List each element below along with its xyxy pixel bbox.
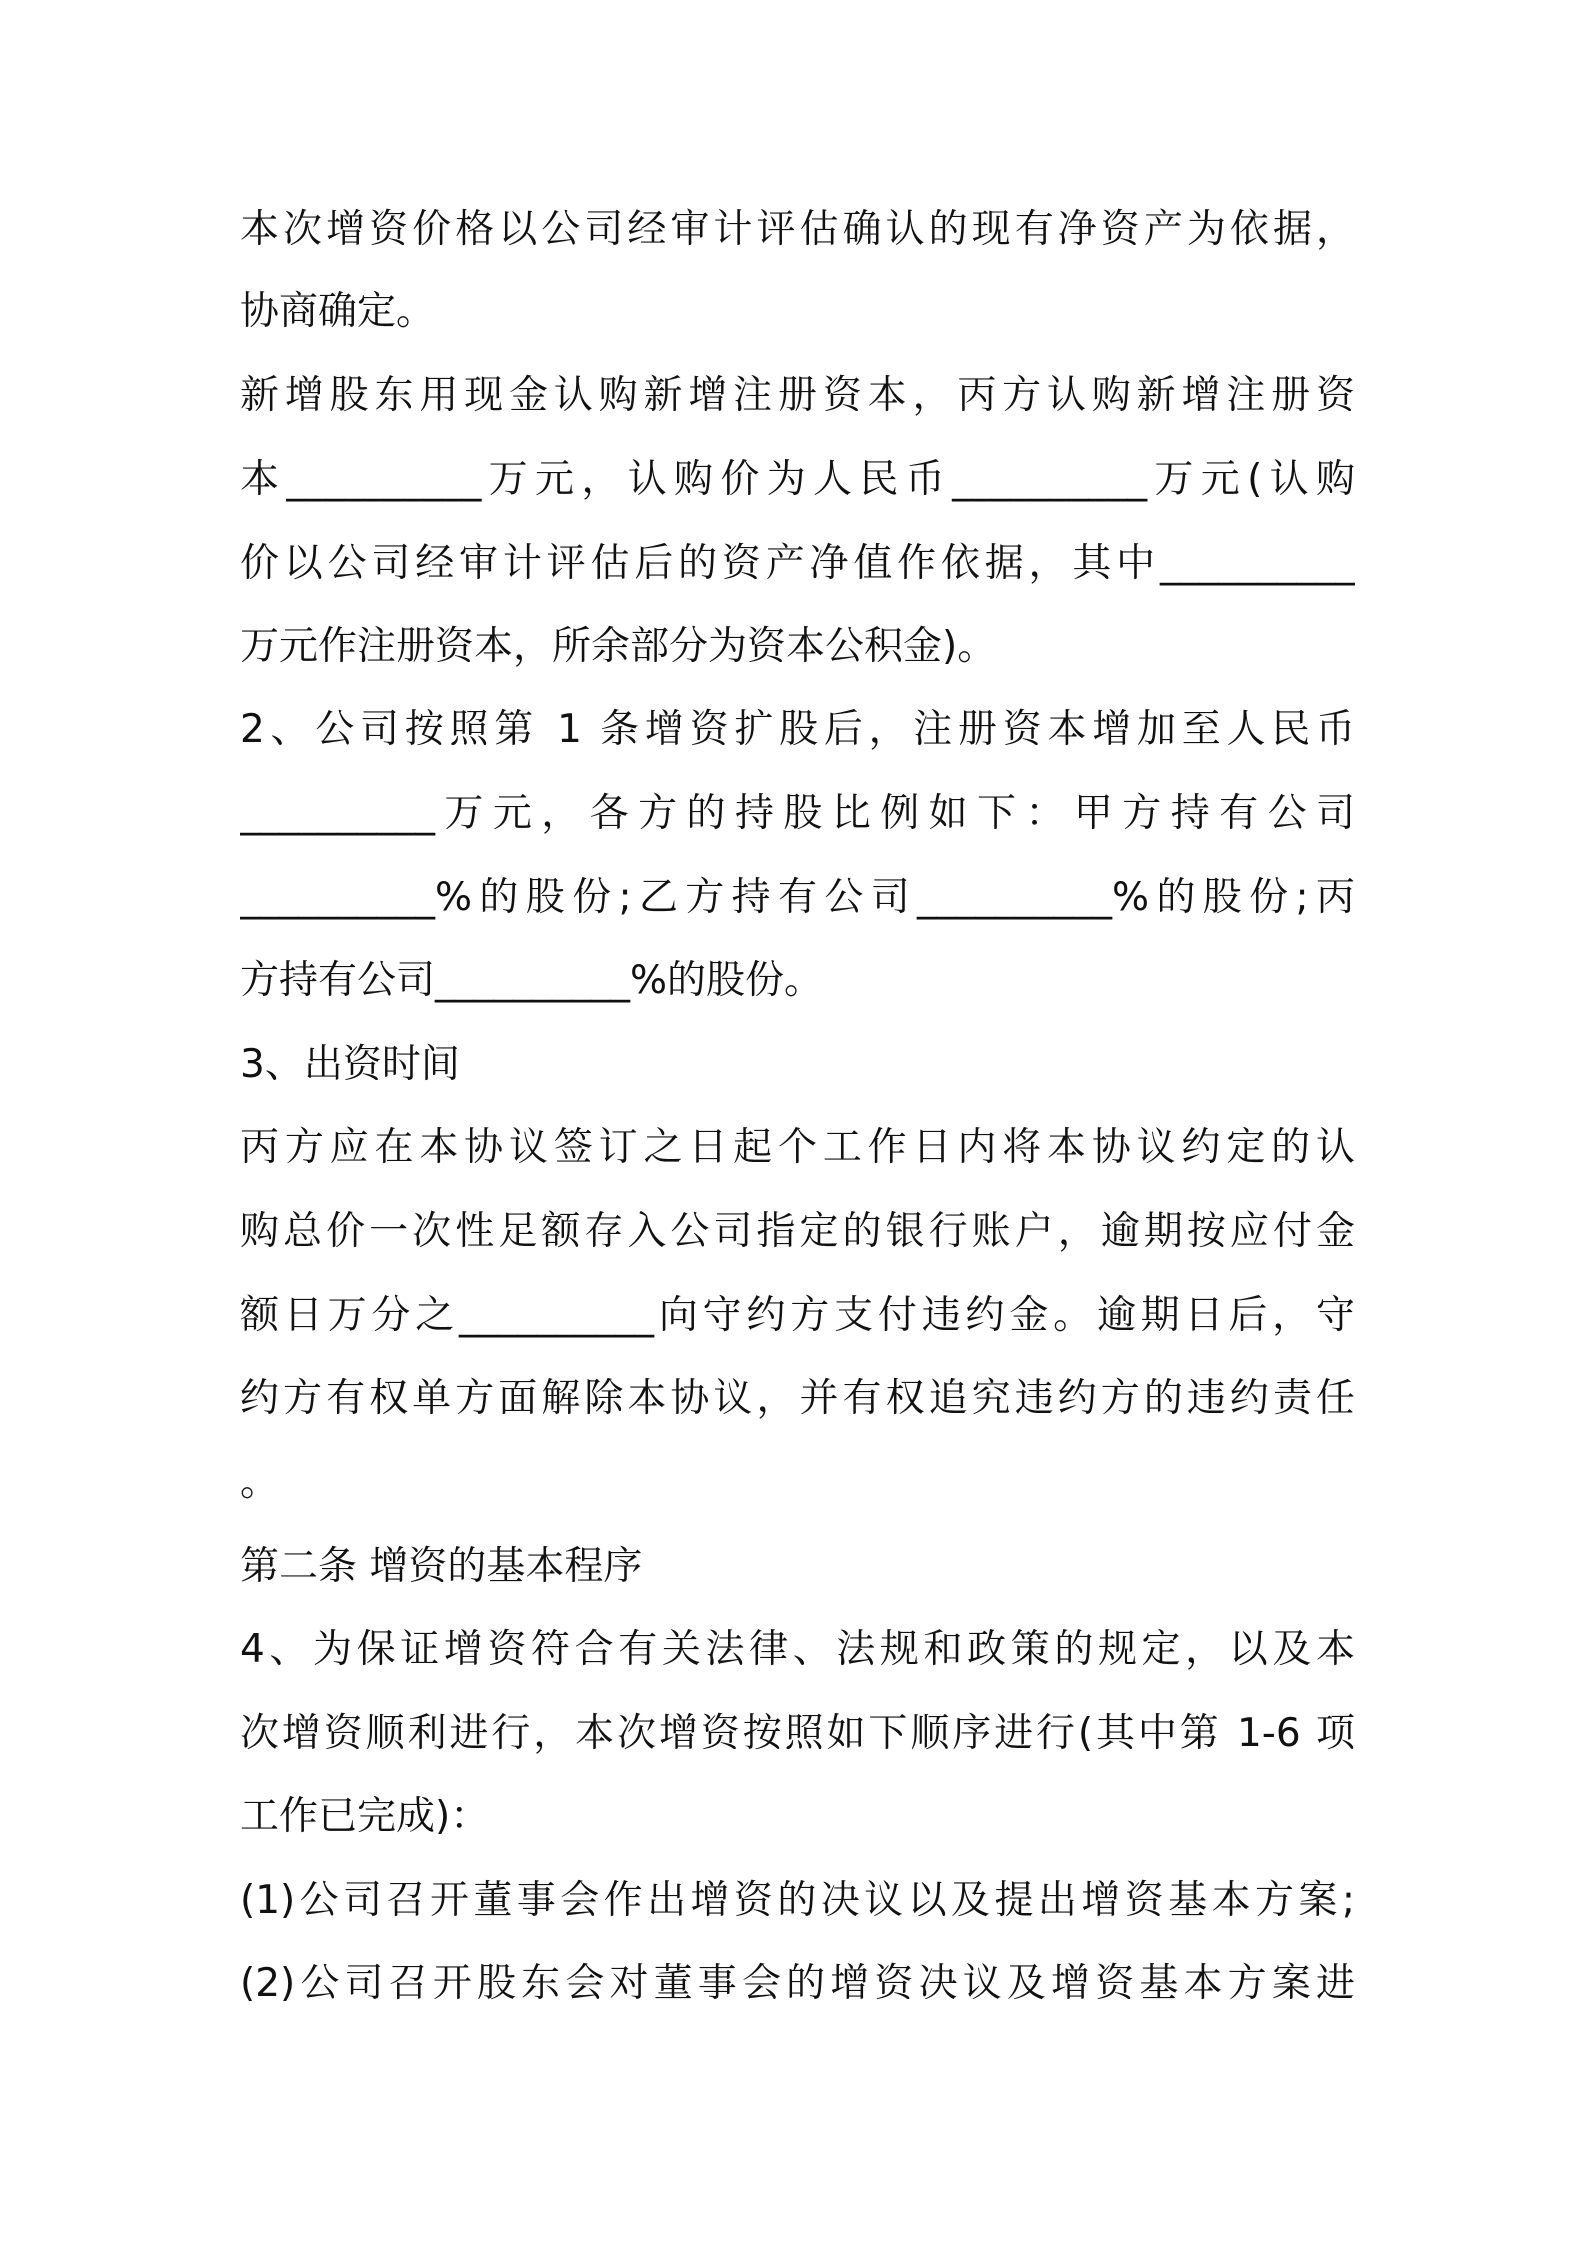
text-line: 额日万分之__________向守约方支付违约金。逾期日后，守	[240, 1293, 1355, 1338]
text-line: 万元作注册资本，所余部分为资本公积金)。	[240, 624, 997, 669]
text-line: 2、公司按照第 1 条增资扩股后，注册资本增加至人民币	[240, 707, 1355, 752]
text-line: 价以公司经审计评估后的资产净值作依据，其中__________	[240, 541, 1355, 586]
text-line: 4、为保证增资符合有关法律、法规和政策的规定，以及本	[240, 1627, 1355, 1672]
article-heading: 第二条 增资的基本程序	[240, 1544, 643, 1589]
text-line: 购总价一次性足额存入公司指定的银行账户，逾期按应付金	[240, 1209, 1355, 1254]
text-line: 方持有公司__________%的股份。	[240, 958, 824, 1003]
list-item: (1)公司召开董事会作出增资的决议以及提出增资基本方案;	[240, 1878, 1355, 1923]
text-line: __________万元，各方的持股比例如下：甲方持有公司	[240, 791, 1355, 836]
text-line: 协商确定。	[240, 289, 436, 334]
list-item: (2)公司召开股东会对董事会的增资决议及增资基本方案进	[240, 1961, 1355, 2006]
text-line: __________%的股份;乙方持有公司__________%的股份;丙	[240, 875, 1355, 920]
section-heading: 3、出资时间	[240, 1042, 460, 1087]
text-line: 本__________万元，认购价为人民币__________万元(认购	[240, 457, 1355, 502]
text-line: 次增资顺利进行，本次增资按照如下顺序进行(其中第 1-6 项	[240, 1711, 1355, 1756]
text-line: 。	[240, 1460, 280, 1505]
text-line: 工作已完成)：	[240, 1794, 490, 1839]
text-line: 约方有权单方面解除本协议，并有权追究违约方的违约责任	[240, 1376, 1355, 1421]
text-line: 丙方应在本协议签订之日起个工作日内将本协议约定的认	[240, 1125, 1355, 1170]
text-line: 本次增资价格以公司经审计评估确认的现有净资产为依据，	[240, 207, 1355, 252]
text-line: 新增股东用现金认购新增注册资本，丙方认购新增注册资	[240, 373, 1355, 418]
